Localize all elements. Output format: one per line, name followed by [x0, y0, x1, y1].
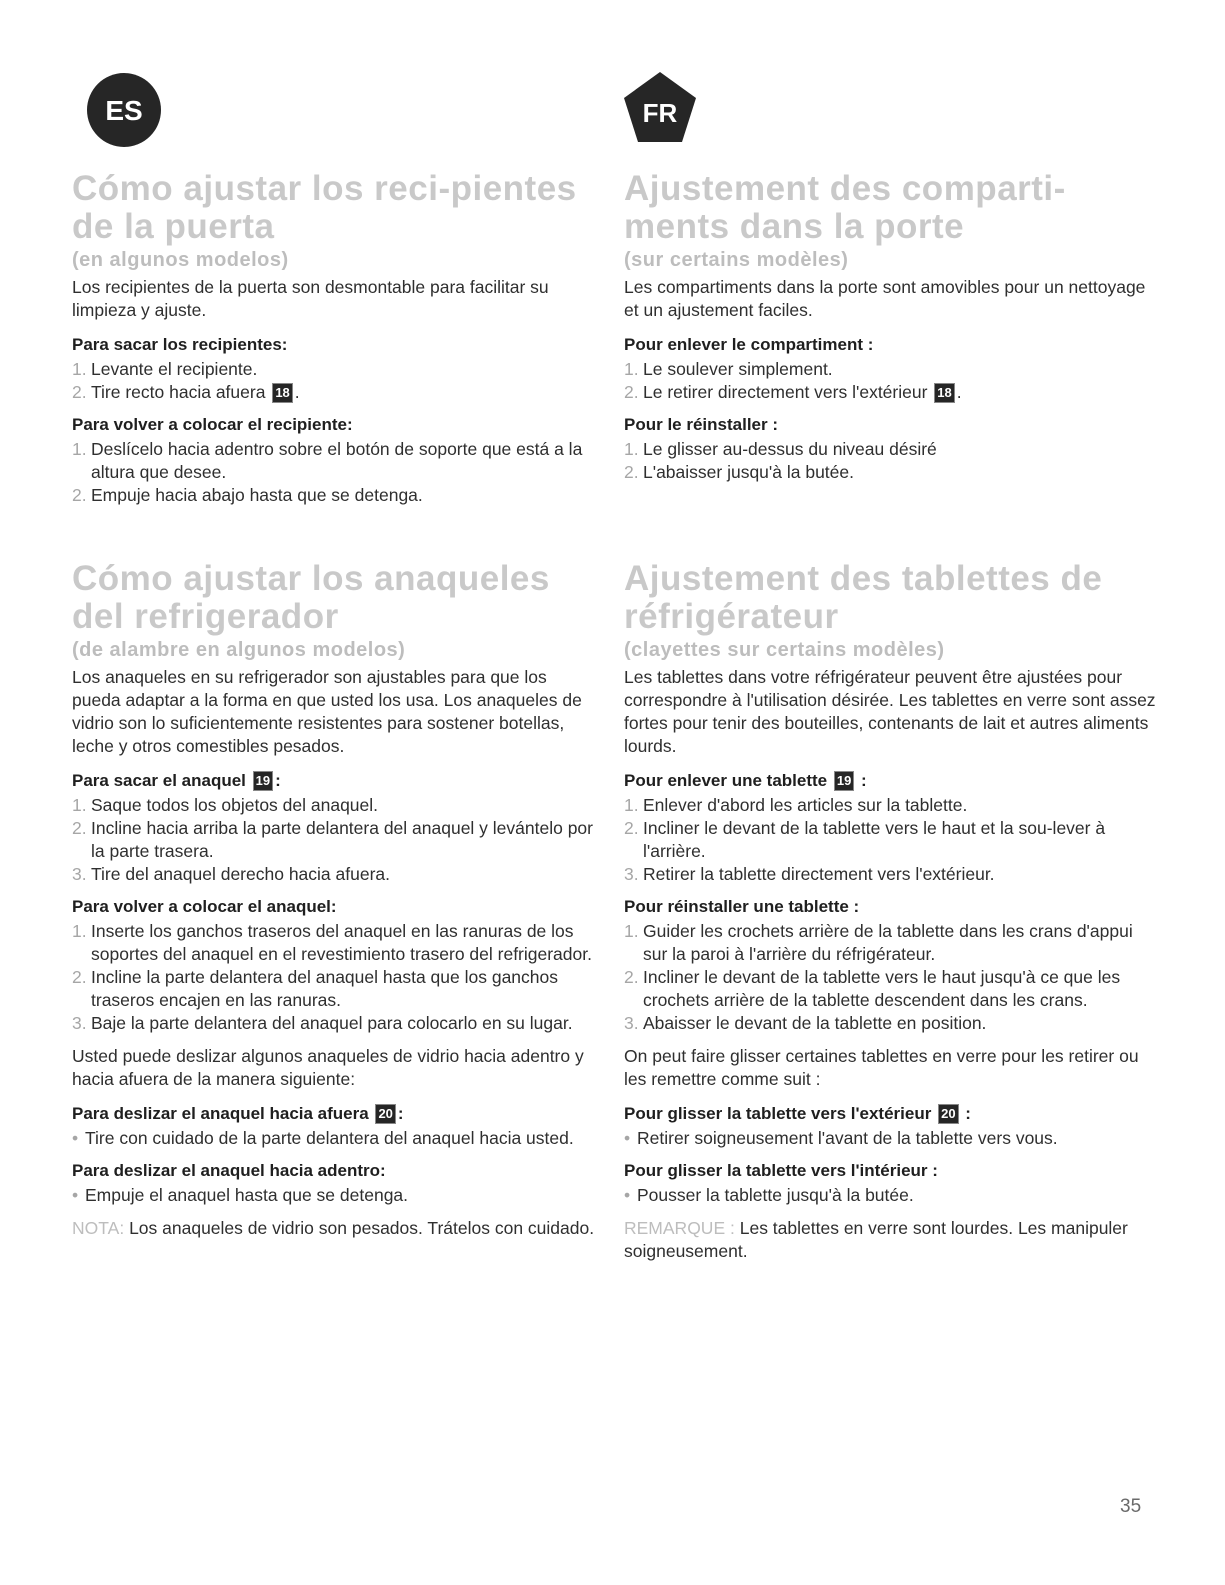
list-item: 2. Incliner le devant de la tablette vers le haut jusqu'à ce que les crochets arrière de la tablette descendent dans les crans.	[624, 967, 1121, 1010]
es-remove-shelf-steps	[72, 794, 597, 886]
figure-ref-badge: 19	[253, 771, 273, 791]
list-item: 1. Levante el recipiente.	[72, 359, 258, 379]
fr-replace-shelf-heading: Pour réinstaller une tablette :	[624, 897, 860, 916]
fr-language-badge	[622, 70, 698, 146]
es-slide-in-steps	[72, 1184, 597, 1207]
es-remove-bins-heading: Para sacar los recipientes:	[72, 335, 288, 354]
fr-shelves-subtitle: (clayettes sur certains modèles)	[624, 639, 945, 661]
fr-shelves-section	[624, 560, 1159, 1275]
list-item: 1. Inserte los ganchos traseros del anaquel en las ranuras de los soportes del anaquel en el revestimiento trasero del refrigerador.	[72, 921, 592, 964]
list-item: • Pousser la tablette jusqu'à la butée.	[624, 1185, 914, 1205]
list-item: • Empuje el anaquel hasta que se detenga.	[72, 1185, 409, 1205]
fr-slide-in-steps	[624, 1184, 1159, 1207]
es-remove-bins-steps	[72, 358, 597, 404]
es-replace-shelf-steps	[72, 920, 597, 1035]
es-slide-intro: Usted puede deslizar algunos anaqueles de vidrio hacia adentro y hacia afuera de la manera siguiente:	[72, 1046, 584, 1089]
figure-ref-badge: 19	[834, 771, 854, 791]
es-shelves-title: Cómo ajustar los anaqueles del refrigerador	[72, 559, 550, 636]
fr-replace-shelf-steps	[624, 920, 1159, 1035]
fr-door-bins-title: Ajustement des comparti-ments dans la porte	[624, 169, 1066, 246]
fr-slide-out-steps	[624, 1127, 1159, 1150]
fr-badge-label: FR	[642, 98, 678, 128]
es-door-bins-subtitle: (en algunos modelos)	[72, 249, 289, 271]
list-item: 1. Le glisser au-dessus du niveau désiré	[624, 439, 937, 459]
fr-shelves-title: Ajustement des tablettes de réfrigérateur	[624, 559, 1103, 636]
fr-remove-bins-steps	[624, 358, 1159, 404]
figure-ref-badge: 20	[375, 1104, 395, 1124]
fr-remove-shelf-heading: Pour enlever une tablette 19 :	[624, 771, 867, 790]
es-replace-bin-steps	[72, 438, 597, 507]
fr-remove-bins-heading: Pour enlever le compartiment :	[624, 335, 874, 354]
fr-slide-out-heading: Pour glisser la tablette vers l'extérieur 20 :	[624, 1104, 971, 1123]
list-item: 1. Enlever d'abord les articles sur la tablette.	[624, 795, 968, 815]
es-door-bins-title: Cómo ajustar los reci-pientes de la puerta	[72, 169, 577, 246]
es-slide-out-heading: Para deslizar el anaquel hacia afuera 20 :	[72, 1104, 404, 1123]
list-item: 2. Incline hacia arriba la parte delantera del anaquel y levántelo por la parte trasera.	[72, 818, 593, 861]
list-item: 3. Baje la parte delantera del anaquel para colocarlo en su lugar.	[72, 1013, 573, 1033]
list-item: 2. Incline la parte delantera del anaquel hasta que los ganchos traseros encajen en las ranuras.	[72, 967, 559, 1010]
list-item: 3. Tire del anaquel derecho hacia afuera.	[72, 864, 390, 884]
es-replace-shelf-heading: Para volver a colocar el anaquel:	[72, 897, 337, 916]
es-shelves-intro: Los anaqueles en su refrigerador son ajustables para que los pueda adaptar a la forma en que usted los usa. Los anaqueles de vidrio son lo suficientemente resistentes para sostener botellas, leche y otros comestibles pesados.	[72, 667, 582, 756]
list-item: 3. Retirer la tablette directement vers l'extérieur.	[624, 864, 995, 884]
page-number: 35	[1120, 1496, 1142, 1517]
es-replace-bin-heading: Para volver a colocar el recipiente:	[72, 415, 353, 434]
es-language-badge	[86, 72, 162, 148]
es-remove-shelf-heading: Para sacar el anaquel 19 :	[72, 771, 281, 790]
list-item: • Retirer soigneusement l'avant de la tablette vers vous.	[624, 1128, 1058, 1148]
fr-door-bins-intro: Les compartiments dans la porte sont amovibles pour un nettoyage et un ajustement faciles.	[624, 277, 1146, 320]
list-item: 1. Saque todos los objetos del anaquel.	[72, 795, 379, 815]
figure-ref-badge: 18	[934, 383, 954, 403]
fr-note: REMARQUE : Les tablettes en verre sont lourdes. Les manipuler soigneusement.	[624, 1218, 1128, 1261]
list-item: 2. Tire recto hacia afuera 18 .	[72, 382, 300, 402]
es-door-bins-intro: Los recipientes de la puerta son desmontable para facilitar su limpieza y ajuste.	[72, 277, 549, 320]
fr-door-bins-subtitle: (sur certains modèles)	[624, 249, 849, 271]
fr-replace-bin-heading: Pour le réinstaller :	[624, 415, 778, 434]
list-item: 2. Incliner le devant de la tablette vers le haut et la sou-lever à l'arrière.	[624, 818, 1106, 861]
fr-door-bins-section	[624, 170, 1159, 494]
es-shelves-subtitle: (de alambre en algunos modelos)	[72, 639, 406, 661]
fr-replace-bin-steps	[624, 438, 1159, 484]
es-shelves-section	[72, 560, 597, 1252]
fr-remove-shelf-steps	[624, 794, 1159, 886]
fr-shelves-intro: Les tablettes dans votre réfrigérateur peuvent être ajustées pour correspondre à l'utilisation désirée. Les tablettes en verre sont assez fortes pour tenir des bouteilles, contenants de lait et autres aliments lourds.	[624, 667, 1156, 756]
list-item: 2. Le retirer directement vers l'extérieur 18 .	[624, 382, 962, 402]
list-item: 1. Deslícelo hacia adentro sobre el botón de soporte que está a la altura que desee.	[72, 439, 583, 482]
es-badge-label: ES	[105, 95, 143, 126]
list-item: 3. Abaisser le devant de la tablette en position.	[624, 1013, 987, 1033]
es-door-bins-section	[72, 170, 597, 517]
es-slide-in-heading: Para deslizar el anaquel hacia adentro:	[72, 1161, 386, 1180]
fr-slide-intro: On peut faire glisser certaines tablettes en verre pour les retirer ou les remettre comme suit :	[624, 1046, 1139, 1089]
list-item: 1. Le soulever simplement.	[624, 359, 833, 379]
figure-ref-badge: 20	[938, 1104, 958, 1124]
es-note: NOTA: Los anaqueles de vidrio son pesados. Trátelos con cuidado.	[72, 1218, 595, 1238]
figure-ref-badge: 18	[272, 383, 292, 403]
fr-slide-in-heading: Pour glisser la tablette vers l'intérieur :	[624, 1161, 938, 1180]
es-slide-out-steps	[72, 1127, 597, 1150]
list-item: 2. Empuje hacia abajo hasta que se detenga.	[72, 485, 423, 505]
list-item: 2. L'abaisser jusqu'à la butée.	[624, 462, 854, 482]
list-item: • Tire con cuidado de la parte delantera del anaquel hacia usted.	[72, 1128, 574, 1148]
list-item: 1. Guider les crochets arrière de la tablette dans les crans d'appui sur la paroi à l'arrière du réfrigérateur.	[624, 921, 1133, 964]
